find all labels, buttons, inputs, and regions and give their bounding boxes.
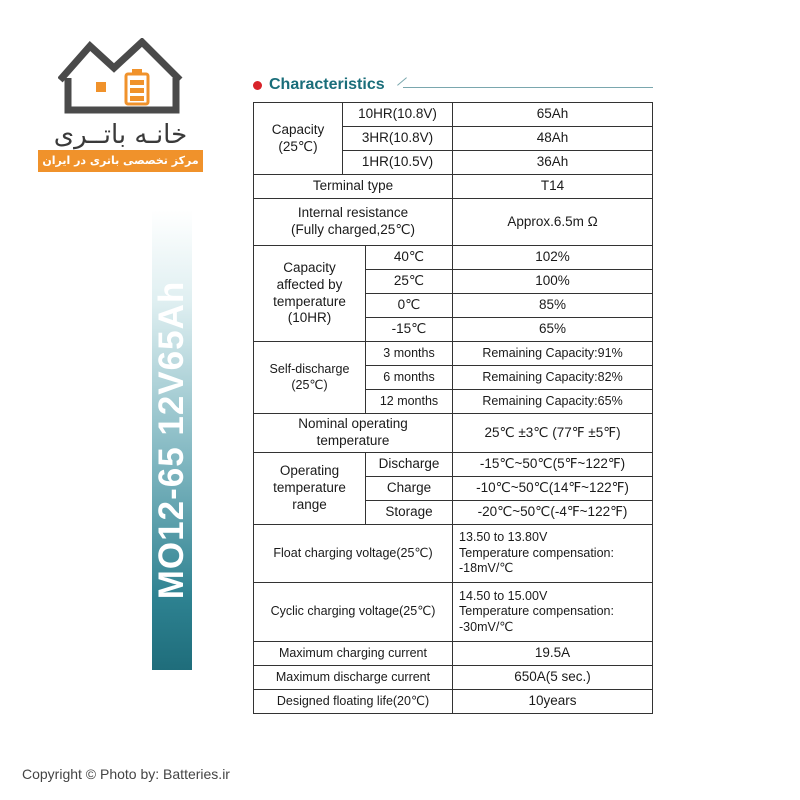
temp-capacity-value: 102% xyxy=(453,246,653,270)
capacity-rate: 10HR(10.8V) xyxy=(343,103,453,127)
op-temp-value: -15℃~50℃(5℉~122℉) xyxy=(453,453,653,477)
house-battery-icon xyxy=(58,38,183,118)
brand-name: خانـه باتــری xyxy=(53,120,188,150)
op-temp-value: -10℃~50℃(14℉~122℉) xyxy=(453,477,653,501)
op-temp-label: Operating temperature range xyxy=(254,453,366,525)
max-charge-label: Maximum charging current xyxy=(254,642,453,666)
op-temp-mode: Discharge xyxy=(366,453,453,477)
table-row xyxy=(254,414,653,453)
capacity-rate: 1HR(10.5V) xyxy=(343,151,453,175)
table-row xyxy=(254,199,653,246)
capacity-value: 48Ah xyxy=(453,127,653,151)
temp-capacity-temp: -15℃ xyxy=(366,318,453,342)
self-discharge-value: Remaining Capacity:65% xyxy=(453,390,653,414)
resistance-value: Approx.6.5m Ω xyxy=(453,199,653,246)
temp-capacity-label: Capacity affected by temperature (10HR) xyxy=(254,246,366,342)
temp-capacity-temp: 25℃ xyxy=(366,270,453,294)
op-temp-value: -20℃~50℃(-4℉~122℉) xyxy=(453,501,653,525)
temp-capacity-value: 100% xyxy=(453,270,653,294)
table-row xyxy=(254,690,653,714)
section-heading xyxy=(253,74,653,94)
float-label: Float charging voltage(25℃) xyxy=(254,525,453,583)
terminal-value: T14 xyxy=(453,175,653,199)
cyclic-label: Cyclic charging voltage(25℃) xyxy=(254,583,453,642)
self-discharge-value: Remaining Capacity:91% xyxy=(453,342,653,366)
cyclic-value: 14.50 to 15.00V Temperature compensation: -30mV/℃ xyxy=(453,583,653,642)
temp-capacity-temp: 0℃ xyxy=(366,294,453,318)
model-label: MO12-65 12V65Ah xyxy=(152,280,191,600)
table-row xyxy=(254,642,653,666)
table-row xyxy=(254,453,653,477)
max-discharge-value: 650A(5 sec.) xyxy=(453,666,653,690)
table-row xyxy=(254,525,653,583)
nominal-temp-value: 25℃ ±3℃ (77℉ ±5℉) xyxy=(453,414,653,453)
table-row xyxy=(254,342,653,366)
max-charge-value: 19.5A xyxy=(453,642,653,666)
spec-table xyxy=(253,102,653,714)
table-row xyxy=(254,583,653,642)
bullet-icon xyxy=(253,81,262,90)
table-row xyxy=(254,175,653,199)
temp-capacity-value: 85% xyxy=(453,294,653,318)
capacity-label: Capacity (25℃) xyxy=(254,103,343,175)
temp-capacity-value: 65% xyxy=(453,318,653,342)
heading-title: Characteristics xyxy=(269,76,385,93)
table-row xyxy=(254,246,653,270)
self-discharge-period: 12 months xyxy=(366,390,453,414)
life-value: 10years xyxy=(453,690,653,714)
temp-capacity-temp: 40℃ xyxy=(366,246,453,270)
heading-slash xyxy=(397,77,407,85)
max-discharge-label: Maximum discharge current xyxy=(254,666,453,690)
capacity-value: 36Ah xyxy=(453,151,653,175)
terminal-label: Terminal type xyxy=(254,175,453,199)
capacity-rate: 3HR(10.8V) xyxy=(343,127,453,151)
nominal-temp-label: Nominal operating temperature xyxy=(254,414,453,453)
op-temp-mode: Storage xyxy=(366,501,453,525)
table-row xyxy=(254,666,653,690)
self-discharge-period: 3 months xyxy=(366,342,453,366)
self-discharge-value: Remaining Capacity:82% xyxy=(453,366,653,390)
table-row xyxy=(254,103,653,127)
resistance-label: Internal resistance (Fully charged,25℃) xyxy=(254,199,453,246)
model-label-container xyxy=(152,210,192,670)
heading-rule xyxy=(403,87,653,88)
copyright-text: Copyright © Photo by: Batteries.ir xyxy=(22,766,230,782)
brand-tagline: مرکز تخصصی باتری در ایران xyxy=(38,150,203,172)
capacity-value: 65Ah xyxy=(453,103,653,127)
float-value: 13.50 to 13.80V Temperature compensation: -18mV/℃ xyxy=(453,525,653,583)
self-discharge-label: Self-discharge (25℃) xyxy=(254,342,366,414)
self-discharge-period: 6 months xyxy=(366,366,453,390)
op-temp-mode: Charge xyxy=(366,477,453,501)
life-label: Designed floating life(20℃) xyxy=(254,690,453,714)
